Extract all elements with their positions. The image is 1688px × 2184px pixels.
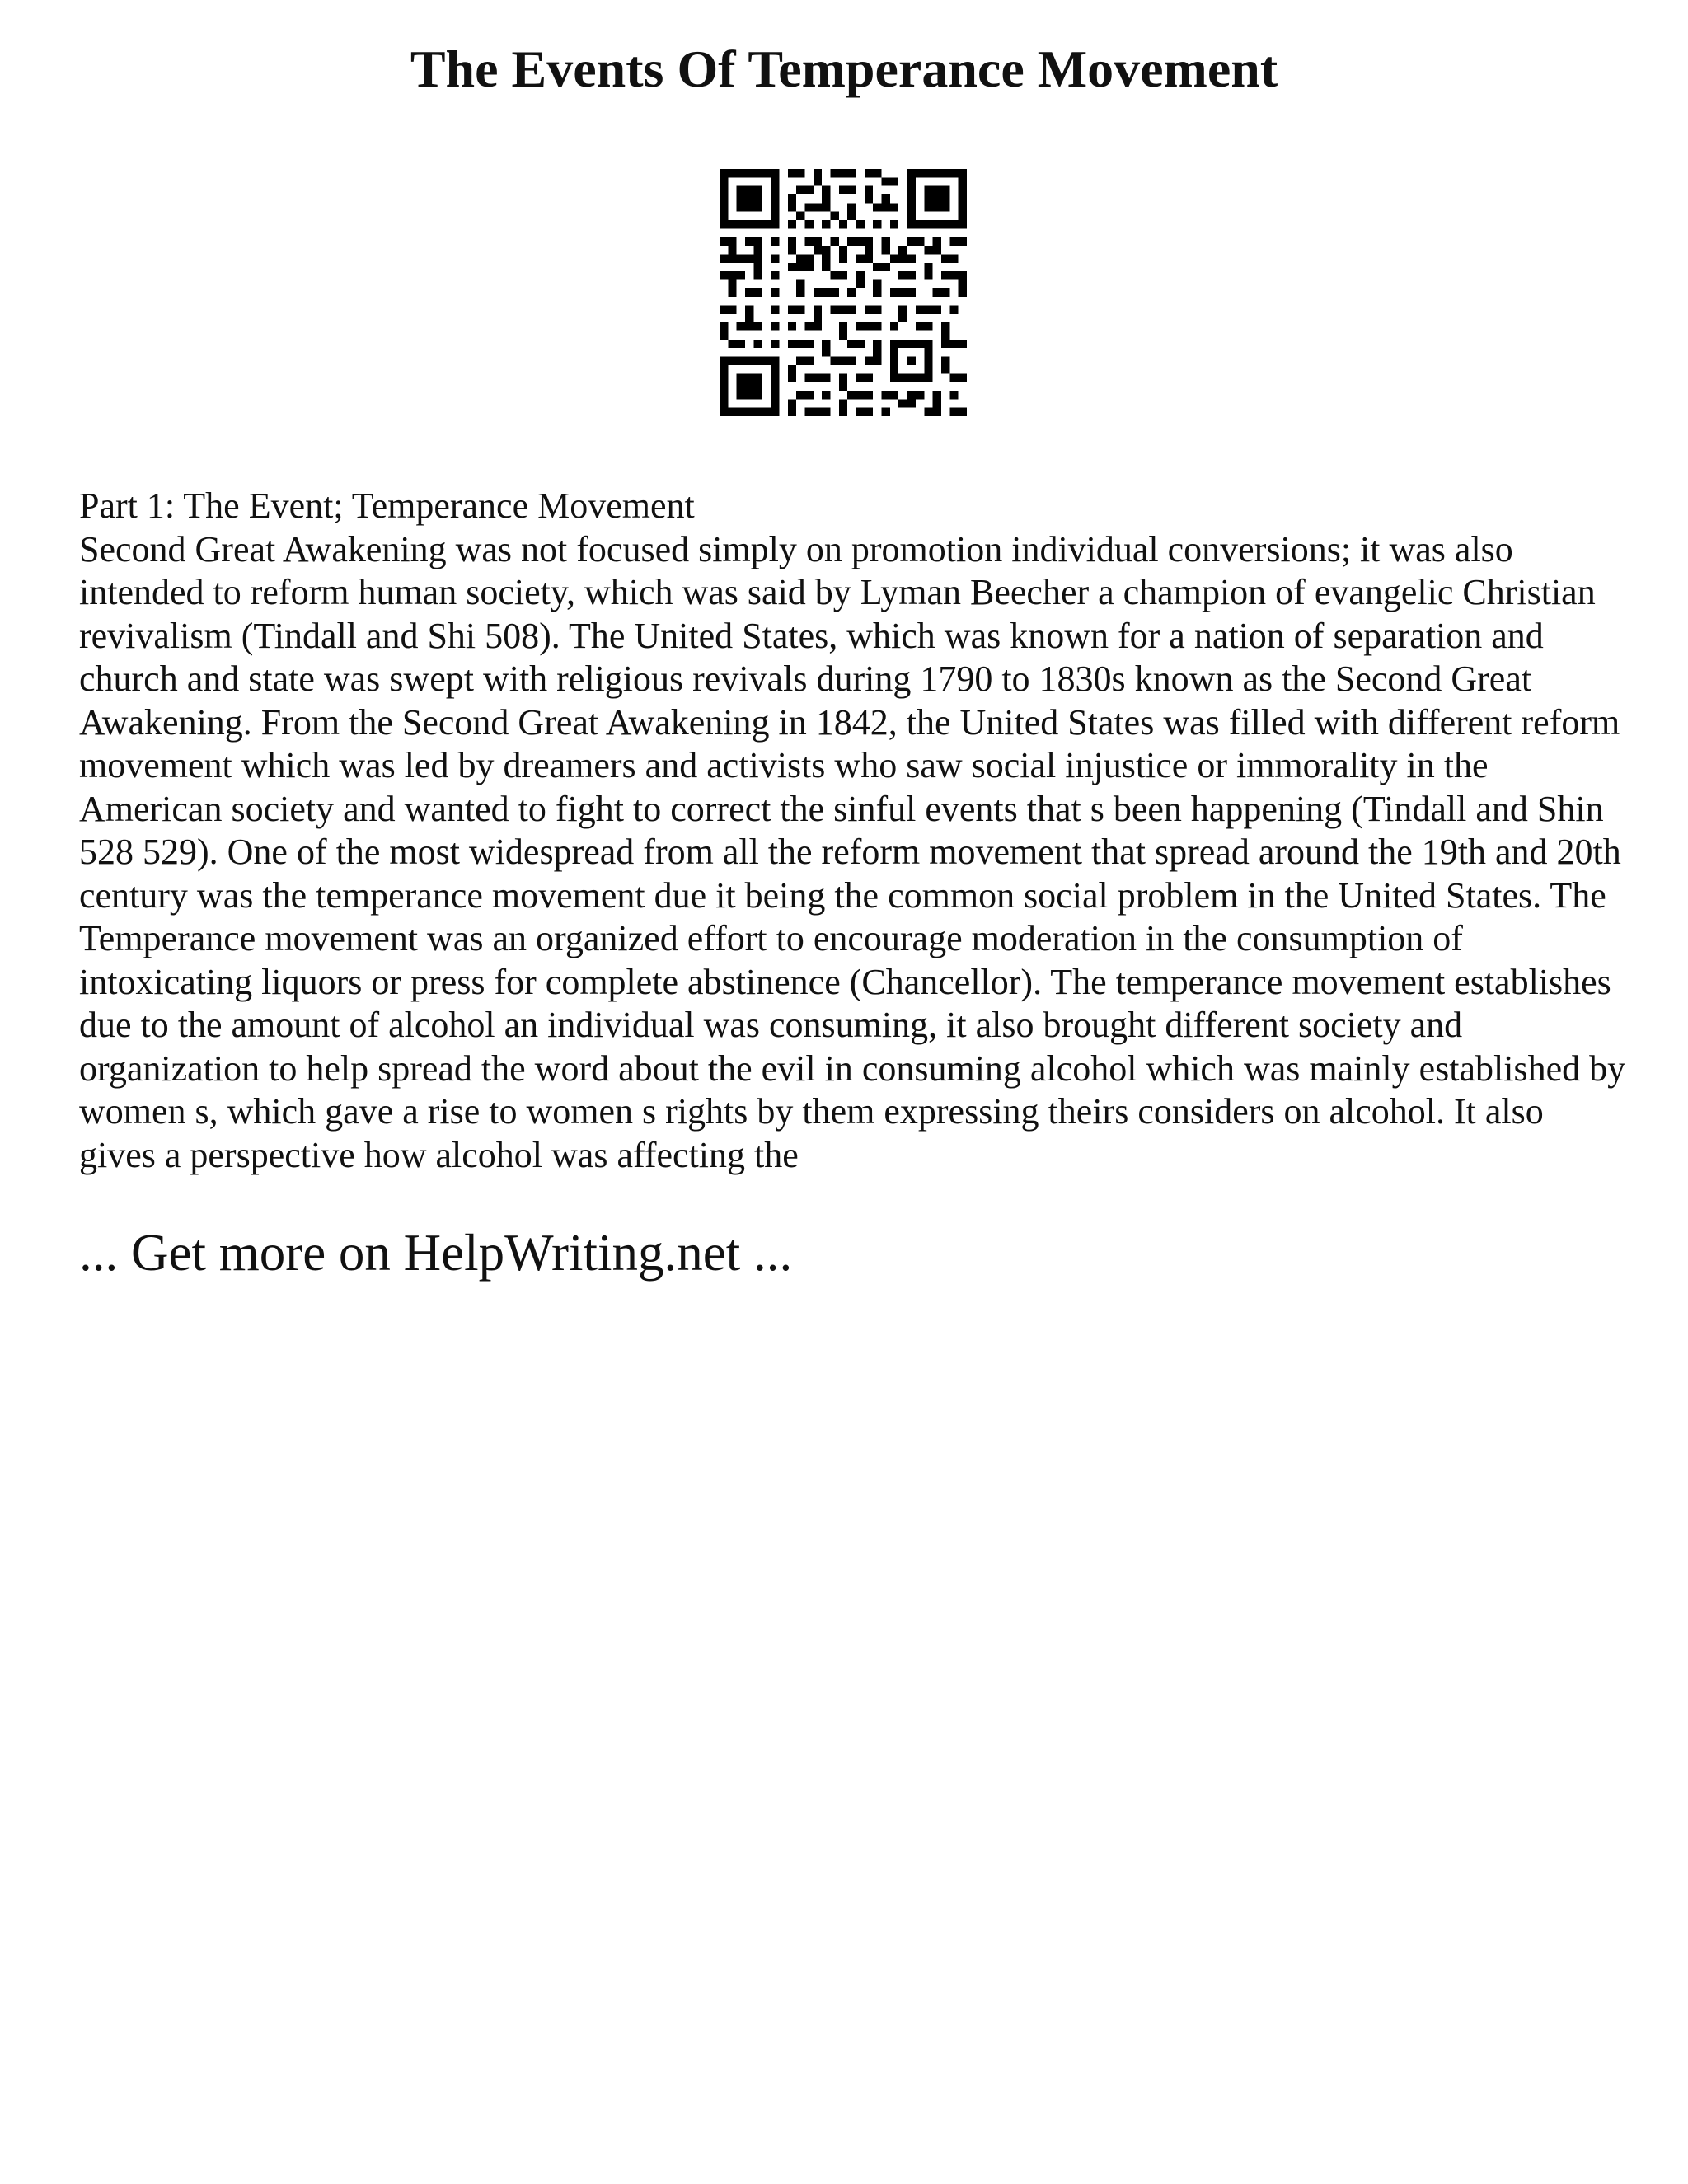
qr-code-icon [720,169,967,416]
get-more-link[interactable]: ... Get more on HelpWriting.net ... [79,1224,793,1282]
document-title: The Events Of Temperance Movement [410,40,1278,98]
section-heading: Part 1: The Event; Temperance Movement [79,485,695,526]
document-body [79,485,1629,1177]
body-paragraph: Second Great Awakening was not focused simply on promotion individual conversions; it was also intended to reform human society, which was said by Lyman Beecher a champion of evangelic Christian revivalism (Tindall and Shi 508). The United States, which was known for a nation of separation and church and state was swept with religious revivals during 1790 to 1830s known as the Second Great Awakening. From the Second Great Awakening in 1842, the United States was filled with different reform movement which was led by dreamers and activists who saw social injustice or immorality in the American society and wanted to fight to correct the sinful events that s been happening (Tindall and Shin 528 529). One of the most widespread from all the reform movement that spread around the 19th and 20th century was the temperance movement due it being the common social problem in the United States. The Temperance movement was an organized effort to encourage moderation in the consumption of intoxicating liquors or press for complete abstinence (Chancellor). The temperance movement establishes due to the amount of alcohol an individual was consuming, it also brought different society and organization to help spread the word about the evil in consuming alcohol which was mainly established by women s, which gave a rise to women s rights by them expressing theirs considers on alcohol. It also gives a perspective how alcohol was affecting the [79,528,1626,1175]
